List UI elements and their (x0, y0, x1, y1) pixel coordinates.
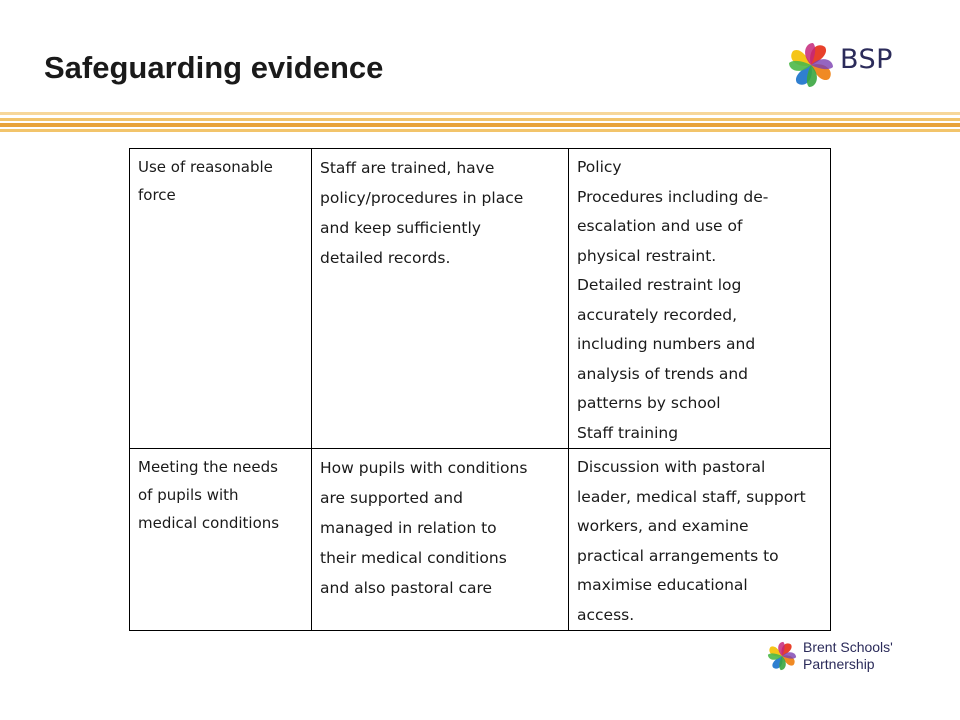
table-cell-expectation: Staff are trained, have policy/procedures in place and keep sufficiently detailed records. (312, 149, 569, 449)
pinwheel-logo-icon (766, 640, 798, 672)
safeguarding-evidence-table (129, 148, 831, 631)
table-cell-area: Use of reasonable force (130, 149, 312, 449)
table-cell-evidence: Policy Procedures including de- escalation and use of physical restraint. Detailed restraint log accurately recorded, including numbers and analysis of trends and patterns by school Staff training (569, 149, 831, 449)
table-cell-area: Meeting the needs of pupils with medical conditions (130, 449, 312, 631)
pinwheel-logo-icon (786, 40, 836, 90)
table-row (130, 449, 831, 631)
brent-schools-partnership-logo (766, 637, 906, 677)
table-cell-evidence: Discussion with pastoral leader, medical staff, support workers, and examine practical arrangements to maximise educational access. (569, 449, 831, 631)
slide-title: Safeguarding evidence (44, 50, 384, 85)
table-row (130, 149, 831, 449)
header-divider-stripes (0, 112, 960, 134)
bsp-logo (786, 40, 916, 96)
logo-text-line1: Brent Schools' (803, 639, 893, 655)
bsp-logo-text: BSP (840, 44, 893, 75)
table-cell-expectation: How pupils with conditions are supported and managed in relation to their medical conditions and also pastoral care (312, 449, 569, 631)
logo-text-line2: Partnership (803, 656, 875, 672)
